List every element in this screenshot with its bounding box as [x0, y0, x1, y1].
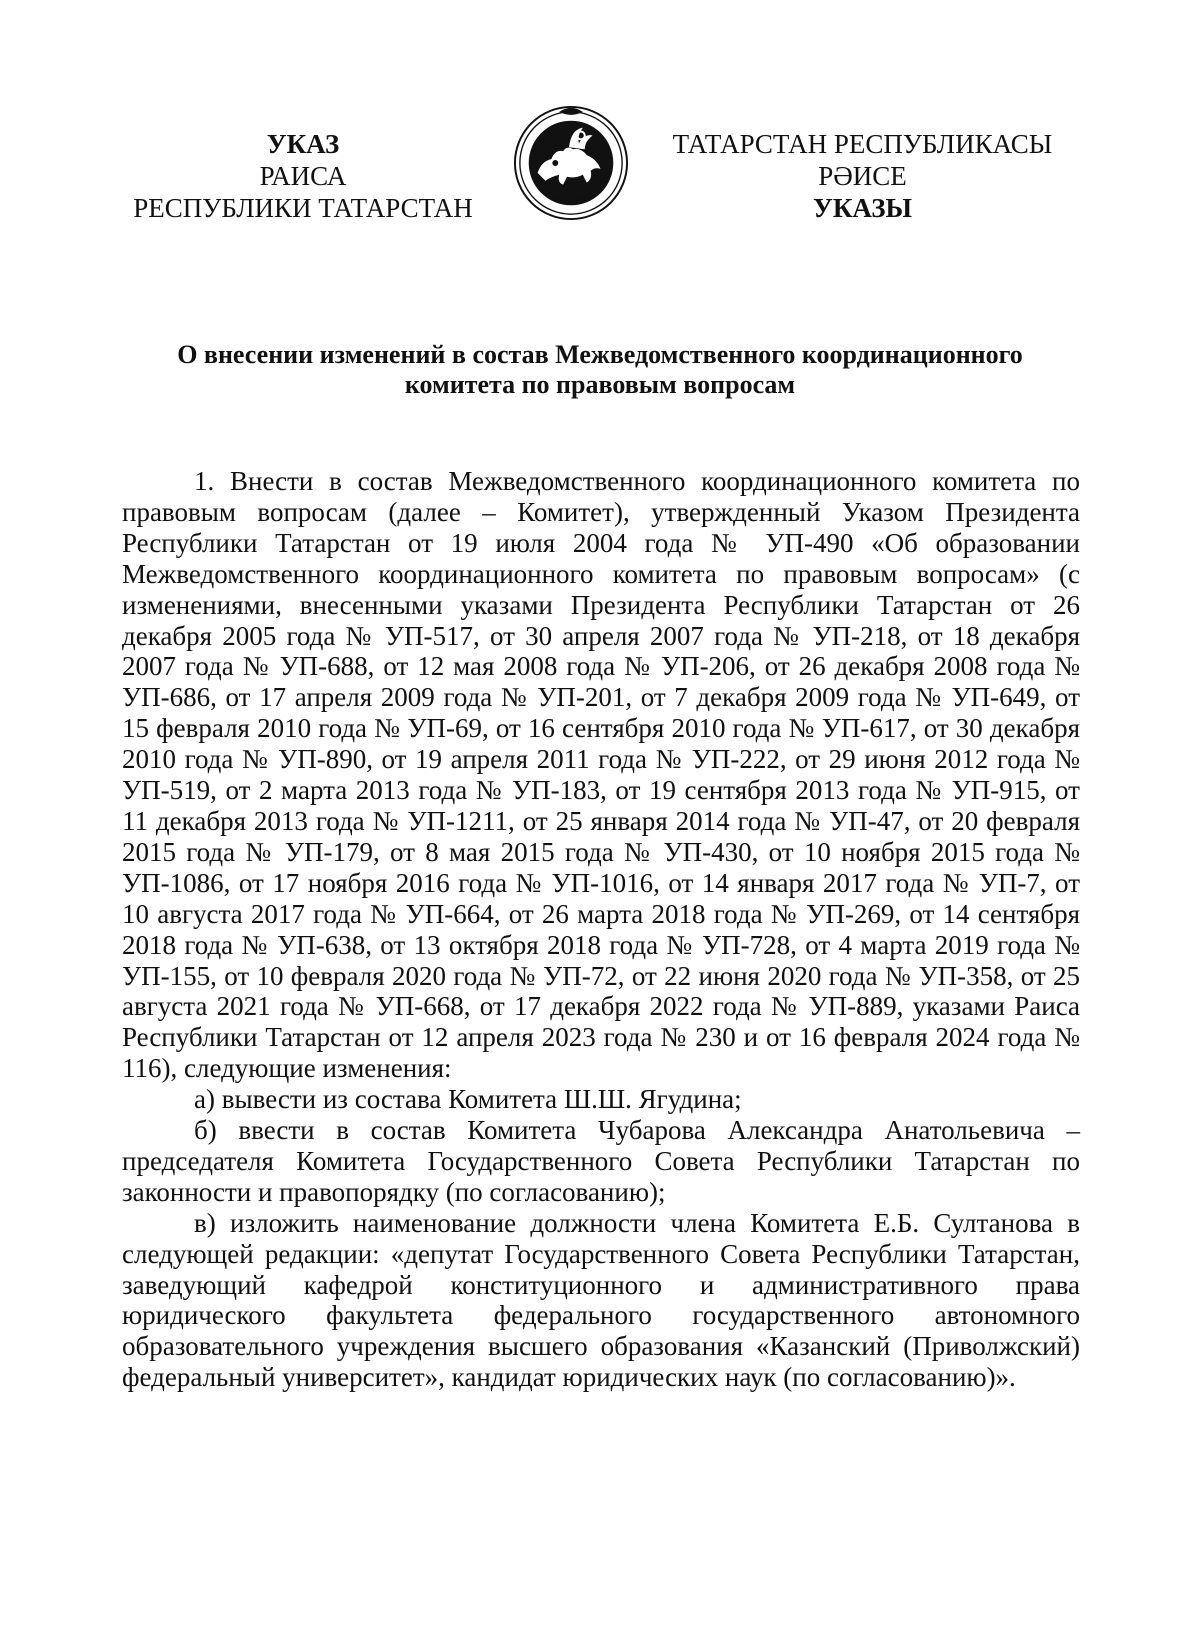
decree-label-tt: УКАЗЫ [813, 193, 912, 223]
document-body [122, 466, 1080, 1393]
header-left [118, 128, 488, 224]
republic-label-ru: РЕСПУБЛИКИ ТАТАРСТАН [133, 193, 473, 223]
emblem-caption: ТАТАРСТАН [548, 192, 594, 207]
document-title [120, 340, 1080, 400]
paragraph-v: в) изложить наименование должности члена Комитета Е.Б. Султанова в следующей редакции: «депутат Государственного Совета Республики Татарстан, заведующий кафедрой конституционного и административного права юридического факультета федерального государственного автономного образовательного учреждения высшего образования «Казанский (Приволжский) федеральный университет», кандидат юридических наук (по согласованию)». [122, 1207, 1080, 1393]
paragraph-1: 1. Внести в состав Межведомственного координационного комитета по правовым вопросам (далее – Комитет), утвержденный Указом Президента Республики Татарстан от 19 июля 2004 года № УП-490 «Об образовании Межведомственного координационного комитета по правовым вопросам» (с изменениями, внесенными указами Президента Республики Татарстан от 26 декабря 2005 года № УП-517, от 30 апреля 2007 года № УП-218, от 18 декабря 2007 года № УП-688, от 12 мая 2008 года № УП-206, от 26 декабря 2008 года № УП-686, от 17 апреля 2009 года № УП-201, от 7 декабря 2009 года № УП-649, от 15 февраля 2010 года № УП-69, от 16 сентября 2010 года № УП-617, от 30 декабря 2010 года № УП-890, от 19 апреля 2011 года № УП-222, от 29 июня 2012 года № УП-519, от 2 марта 2013 года № УП-183, от 19 сентября 2013 года № УП-915, от 11 декабря 2013 года № УП-1211, от 25 января 2014 года № УП-47, от 20 февраля 2015 года № УП-179, от 8 мая 2015 года № УП-430, от 10 ноября 2015 года № УП-1086, от 17 ноября 2016 года № УП-1016, от 14 января 2017 года № УП-7, от 10 августа 2017 года № УП-664, от 26 марта 2018 года № УП-269, от 14 сентября 2018 года № УП-638, от 13 октября 2018 года № УП-728, от 4 марта 2019 года № УП-155, от 10 февраля 2020 года № УП-72, от 22 июня 2020 года № УП-358, от 25 августа 2021 года № УП-668, от 17 декабря 2022 года № УП-889, указами Раиса Республики Татарстан от 12 апреля 2023 года № 230 и от 16 февраля 2024 года № 116), следующие изменения: [122, 466, 1080, 1084]
decree-label-ru: УКАЗ [266, 129, 340, 159]
rais-label-ru: РАИСА [259, 161, 347, 191]
title-line-2: комитета по правовым вопросам [404, 370, 796, 399]
republic-label-tt: ТАТАРСТАН РЕСПУБЛИКАСЫ [672, 129, 1053, 159]
tatarstan-emblem-icon [512, 104, 630, 222]
paragraph-b: б) ввести в состав Комитета Чубарова Александра Анатольевича – председателя Комитета Государственного Совета Республики Татарстан по законности и правопорядку (по согласованию); [122, 1115, 1080, 1207]
rais-label-tt: РӘИСЕ [818, 161, 907, 191]
paragraph-a: а) вывести из состава Комитета Ш.Ш. Ягудина; [194, 1084, 742, 1115]
header-right [660, 128, 1065, 224]
title-line-1: О внесении изменений в состав Межведомственного координационного [177, 340, 1023, 369]
